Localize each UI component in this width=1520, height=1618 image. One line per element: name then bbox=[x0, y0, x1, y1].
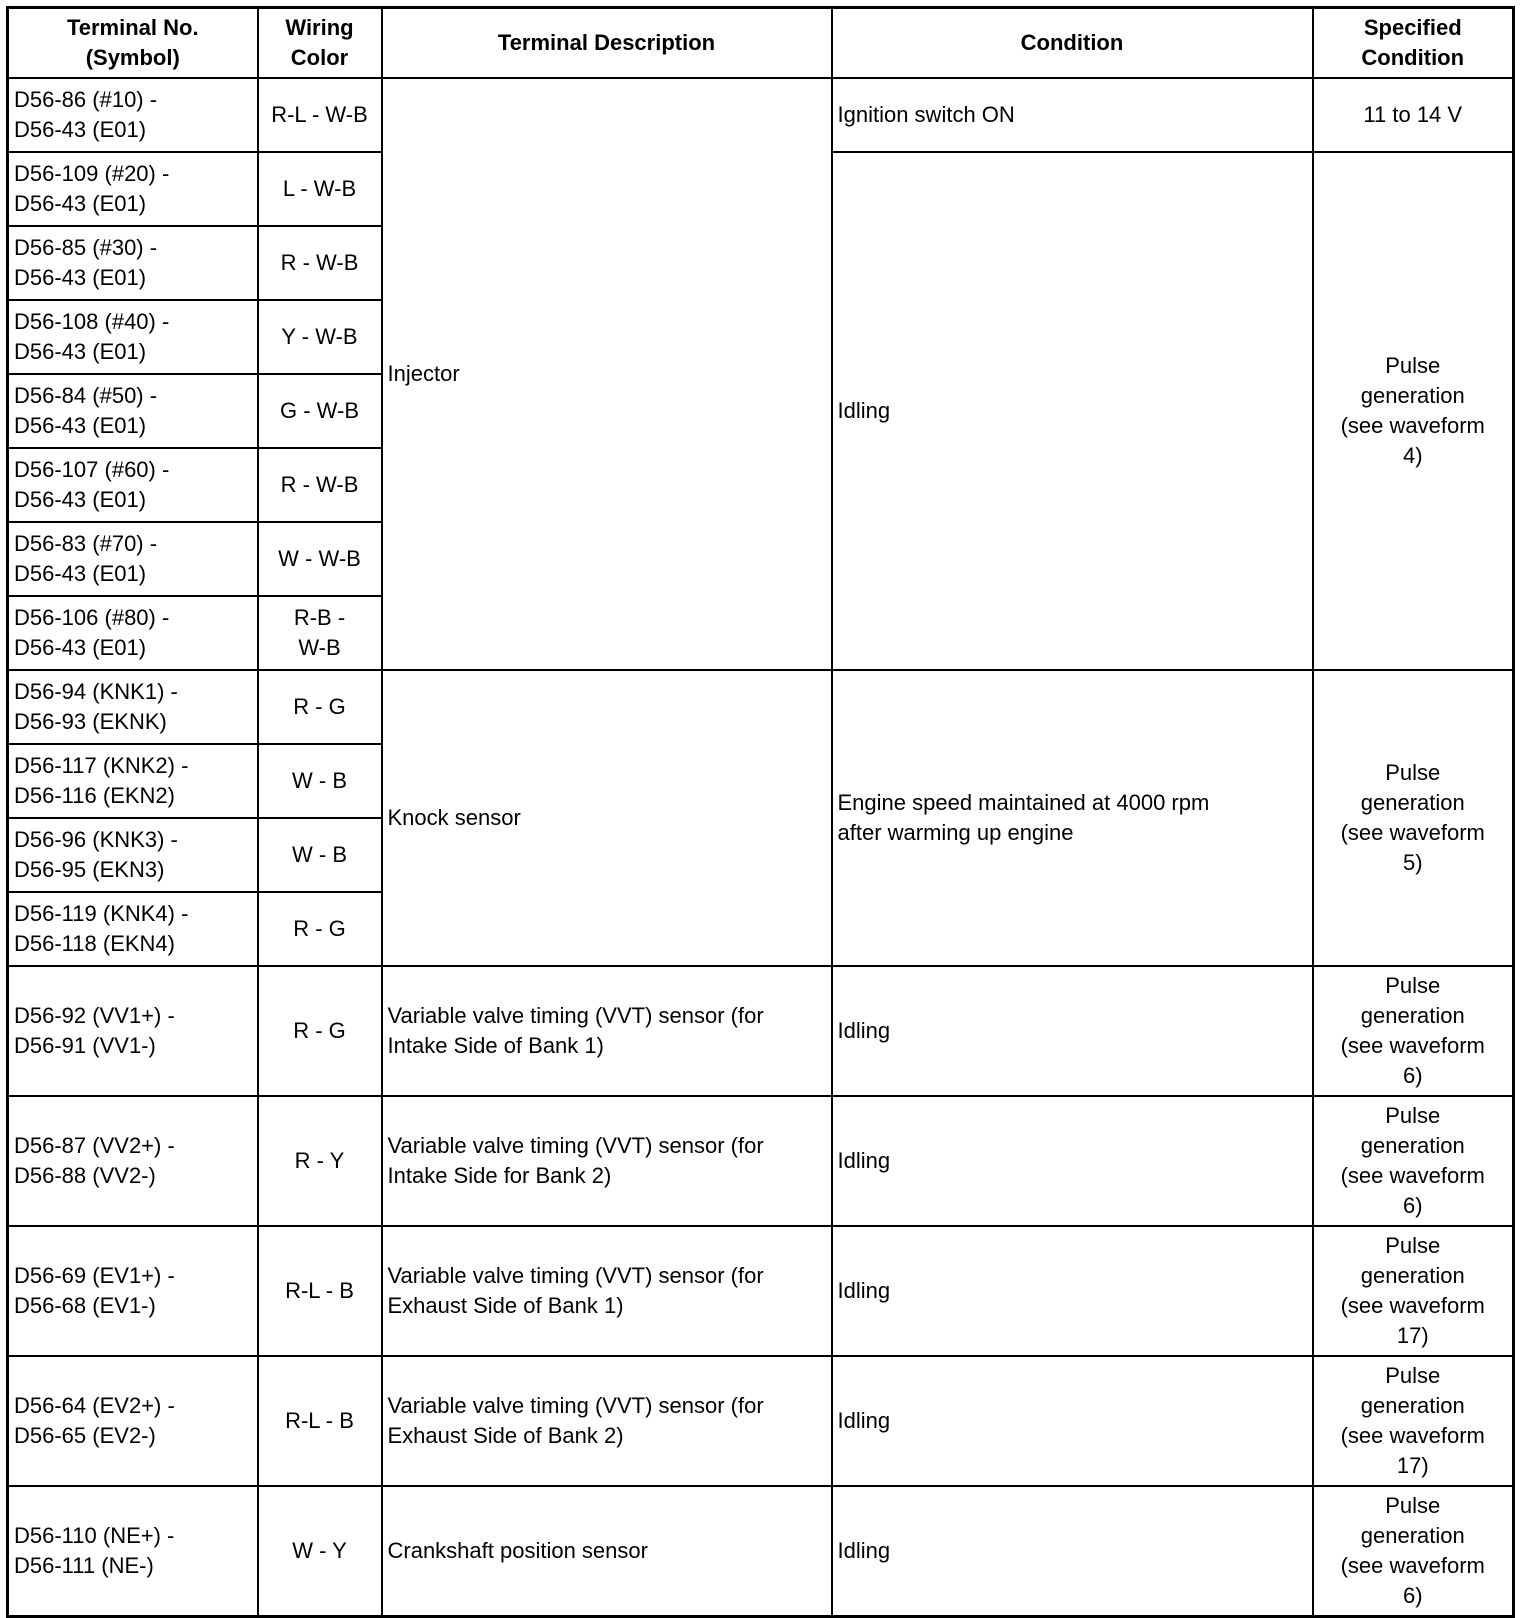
injector-description-cell: Injector bbox=[382, 78, 832, 670]
header-row bbox=[8, 8, 1514, 79]
wiring-cell: R-B - W-B bbox=[258, 596, 382, 670]
specified-cell: Pulse generation (see waveform 6) bbox=[1313, 1096, 1514, 1226]
wiring-cell: G - W-B bbox=[258, 374, 382, 448]
terminal-cell: D56-106 (#80) - D56-43 (E01) bbox=[8, 596, 258, 670]
header-condition: Condition bbox=[832, 8, 1313, 79]
header-specified-condition: Specified Condition bbox=[1313, 8, 1514, 79]
table-row bbox=[8, 1486, 1514, 1617]
condition-cell: Idling bbox=[832, 1226, 1313, 1356]
terminal-cell: D56-92 (VV1+) - D56-91 (VV1-) bbox=[8, 966, 258, 1096]
table-row bbox=[8, 78, 1514, 152]
wiring-cell: R - W-B bbox=[258, 226, 382, 300]
table-row bbox=[8, 1096, 1514, 1226]
terminal-cell: D56-108 (#40) - D56-43 (E01) bbox=[8, 300, 258, 374]
condition-cell: Idling bbox=[832, 966, 1313, 1096]
table-row bbox=[8, 670, 1514, 744]
wiring-cell: L - W-B bbox=[258, 152, 382, 226]
wiring-cell: R - G bbox=[258, 670, 382, 744]
terminal-table bbox=[6, 6, 1515, 1618]
terminal-cell: D56-85 (#30) - D56-43 (E01) bbox=[8, 226, 258, 300]
terminal-cell: D56-87 (VV2+) - D56-88 (VV2-) bbox=[8, 1096, 258, 1226]
knock-condition-cell: Engine speed maintained at 4000 rpm after warming up engine bbox=[832, 670, 1313, 966]
ignition-specified-cell: 11 to 14 V bbox=[1313, 78, 1514, 152]
description-cell: Variable valve timing (VVT) sensor (for Intake Side of Bank 1) bbox=[382, 966, 832, 1096]
ignition-condition-cell: Ignition switch ON bbox=[832, 78, 1313, 152]
terminal-cell: D56-86 (#10) - D56-43 (E01) bbox=[8, 78, 258, 152]
table-row bbox=[8, 966, 1514, 1096]
condition-cell: Idling bbox=[832, 1356, 1313, 1486]
wiring-cell: R - W-B bbox=[258, 448, 382, 522]
wiring-cell: W - B bbox=[258, 818, 382, 892]
terminal-cell: D56-69 (EV1+) - D56-68 (EV1-) bbox=[8, 1226, 258, 1356]
condition-cell: Idling bbox=[832, 1096, 1313, 1226]
wiring-cell: W - Y bbox=[258, 1486, 382, 1617]
specified-cell: Pulse generation (see waveform 6) bbox=[1313, 1486, 1514, 1617]
injector-specified-cell: Pulse generation (see waveform 4) bbox=[1313, 152, 1514, 670]
wiring-cell: R - G bbox=[258, 966, 382, 1096]
specified-cell: Pulse generation (see waveform 17) bbox=[1313, 1226, 1514, 1356]
header-terminal: Terminal No. (Symbol) bbox=[8, 8, 258, 79]
terminal-cell: D56-64 (EV2+) - D56-65 (EV2-) bbox=[8, 1356, 258, 1486]
terminal-cell: D56-96 (KNK3) - D56-95 (EKN3) bbox=[8, 818, 258, 892]
wiring-cell: R-L - B bbox=[258, 1226, 382, 1356]
terminal-cell: D56-107 (#60) - D56-43 (E01) bbox=[8, 448, 258, 522]
wiring-cell: R-L - W-B bbox=[258, 78, 382, 152]
knock-specified-cell: Pulse generation (see waveform 5) bbox=[1313, 670, 1514, 966]
wiring-cell: R - Y bbox=[258, 1096, 382, 1226]
terminal-cell: D56-94 (KNK1) - D56-93 (EKNK) bbox=[8, 670, 258, 744]
injector-idle-condition-cell: Idling bbox=[832, 152, 1313, 670]
table-row bbox=[8, 1226, 1514, 1356]
header-terminal-description: Terminal Description bbox=[382, 8, 832, 79]
terminal-cell: D56-117 (KNK2) - D56-116 (EKN2) bbox=[8, 744, 258, 818]
terminal-cell: D56-84 (#50) - D56-43 (E01) bbox=[8, 374, 258, 448]
knock-description-cell: Knock sensor bbox=[382, 670, 832, 966]
wiring-cell: R - G bbox=[258, 892, 382, 966]
specified-cell: Pulse generation (see waveform 6) bbox=[1313, 966, 1514, 1096]
wiring-cell: W - B bbox=[258, 744, 382, 818]
description-cell: Variable valve timing (VVT) sensor (for Exhaust Side of Bank 1) bbox=[382, 1226, 832, 1356]
terminal-cell: D56-119 (KNK4) - D56-118 (EKN4) bbox=[8, 892, 258, 966]
wiring-cell: Y - W-B bbox=[258, 300, 382, 374]
table-row bbox=[8, 1356, 1514, 1486]
description-cell: Variable valve timing (VVT) sensor (for Exhaust Side of Bank 2) bbox=[382, 1356, 832, 1486]
description-cell: Crankshaft position sensor bbox=[382, 1486, 832, 1617]
header-wiring-color: Wiring Color bbox=[258, 8, 382, 79]
description-cell: Variable valve timing (VVT) sensor (for Intake Side for Bank 2) bbox=[382, 1096, 832, 1226]
specified-cell: Pulse generation (see waveform 17) bbox=[1313, 1356, 1514, 1486]
condition-cell: Idling bbox=[832, 1486, 1313, 1617]
terminal-cell: D56-109 (#20) - D56-43 (E01) bbox=[8, 152, 258, 226]
terminal-cell: D56-83 (#70) - D56-43 (E01) bbox=[8, 522, 258, 596]
terminal-cell: D56-110 (NE+) - D56-111 (NE-) bbox=[8, 1486, 258, 1617]
wiring-cell: R-L - B bbox=[258, 1356, 382, 1486]
wiring-cell: W - W-B bbox=[258, 522, 382, 596]
